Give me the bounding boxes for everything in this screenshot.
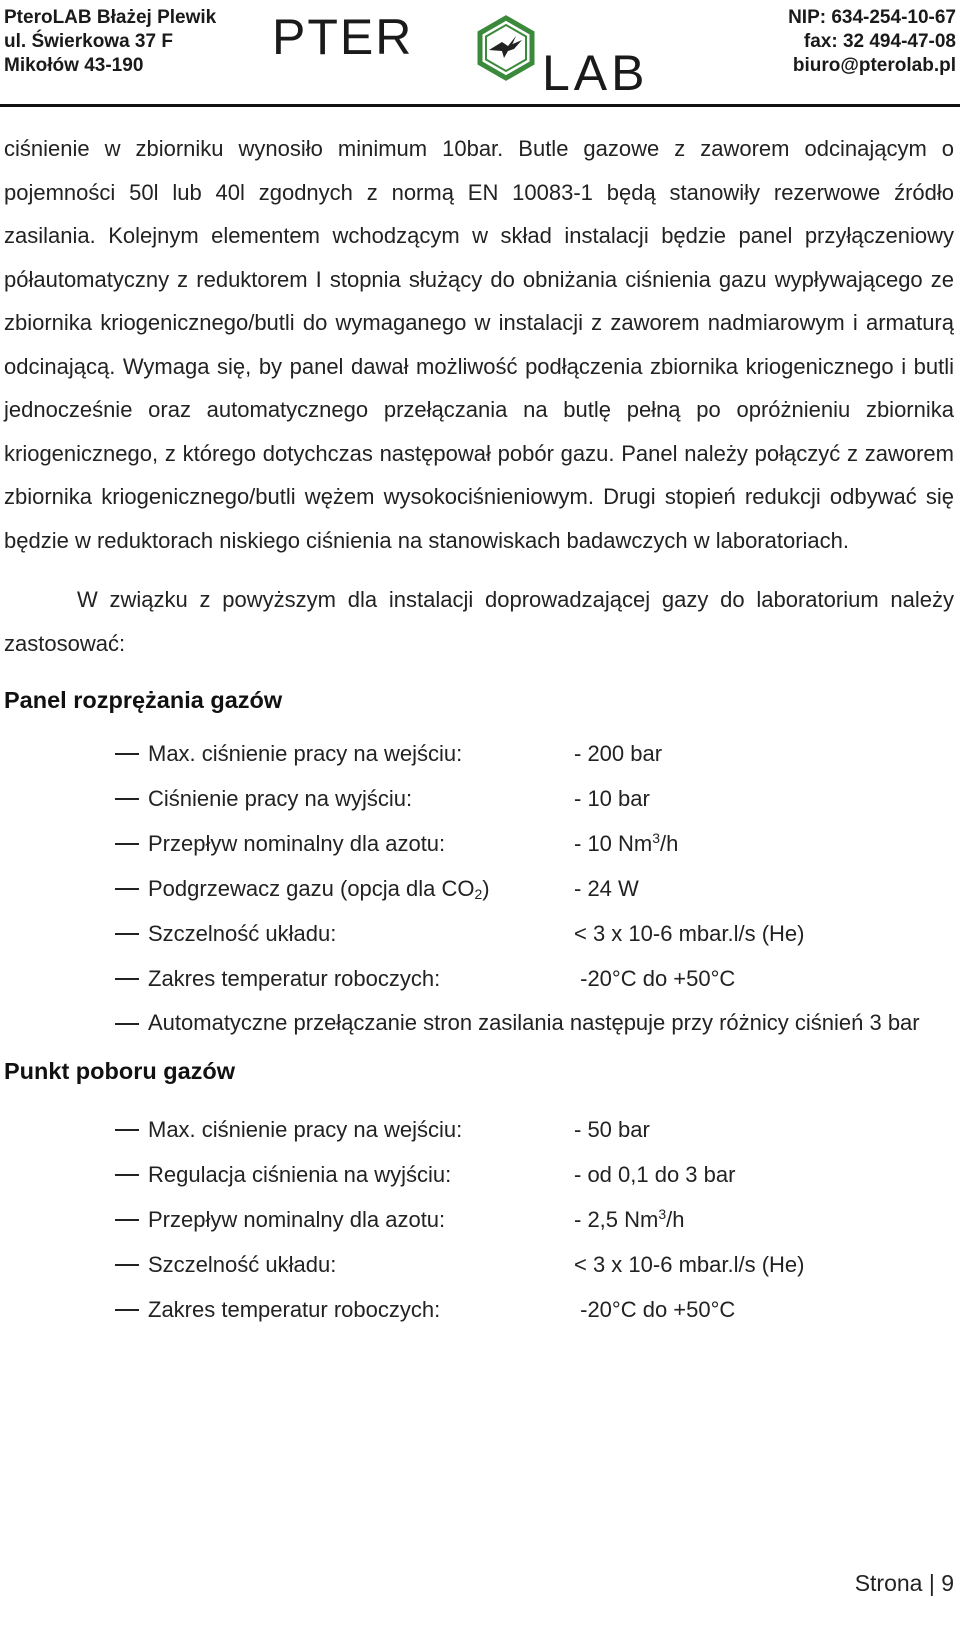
spec-item [4, 731, 954, 776]
spec-item [4, 1107, 954, 1152]
spec-value: - 200 bar [574, 741, 663, 766]
section-title: Panel rozprężania gazów [4, 687, 283, 713]
spec-item [4, 866, 954, 911]
header-divider [0, 104, 960, 107]
company-city: Mikołów 43-190 [4, 55, 144, 76]
spec-label: Max. ciśnienie pracy na wejściu: [148, 741, 463, 766]
spec-value [574, 821, 678, 866]
spec-item [4, 1001, 954, 1044]
spec-value-main: - 2,5 Nm [574, 1207, 659, 1232]
body-paragraph: ciśnienie w zbiorniku wynosiło minimum 10bar. Butle gazowe z zaworem odcinającym o pojemności 50l lub 40l zgodnych z normą EN 10083-1 będą stanowiły rezerwowe źródło zasilania. Kolejnym elementem wchodzącym w skład instalacji będzie panel przyłączeniowy półautomatyczny z reduktorem I stopnia służący do obniżania ciśnienia gazu wypływającego ze zbiornika kriogenicznego/butli do wymaganego w instalacji z zaworem nadmiarowym i armaturą odcinającą. Wymaga się, by panel dawał możliwość podłączenia zbiornika kriogenicznego i butli jednocześnie oraz automatycznego przełączania na butlę pełną po opróżnieniu zbiornika kriogenicznego, z którego dotychczas następował pobór gazu. Panel należy połączyć z zaworem zbiornika kriogenicznego/butli wężem wysokociśnieniowym. Drugi stopień redukcji odbywać się będzie w reduktorach niskiego ciśnienia na stanowiskach badawczych w laboratoriach. [4, 136, 954, 553]
company-address [4, 6, 216, 78]
spec-label-sub: 2 [474, 886, 483, 902]
spec-value: < 3 x 10-6 mbar.l/s (He) [574, 1252, 805, 1277]
spec-label: Przepływ nominalny dla azotu: [148, 1207, 446, 1232]
pterodactyl-hexagon-icon [480, 18, 532, 78]
company-email[interactable]: biuro@pterolab.pl [792, 55, 956, 76]
company-street: ul. Świerkowa 37 F [4, 31, 173, 52]
spec-item [4, 1152, 954, 1197]
body-paragraph: W związku z powyższym dla instalacji doprowadzającej gazy do laboratorium należy zastosować: [4, 587, 954, 656]
spec-list [4, 731, 954, 1044]
document-body [4, 127, 954, 1332]
pterolab-logo [272, 0, 732, 100]
spec-item [4, 911, 954, 956]
spec-value: - 10 bar [574, 786, 650, 811]
company-nip: NIP: 634-254-10-67 [788, 7, 956, 28]
spec-value: -20°C do +50°C [574, 966, 736, 991]
spec-label-main: Podgrzewacz gazu (opcja dla CO [148, 876, 475, 901]
spec-item [4, 1242, 954, 1287]
spec-value: < 3 x 10-6 mbar.l/s (He) [574, 921, 805, 946]
logo-text-left: PTER [272, 9, 414, 65]
spec-label: Szczelność układu: [148, 921, 337, 946]
spec-label [148, 866, 490, 911]
spec-value: - 24 W [574, 876, 639, 901]
spec-value-tail: /h [666, 1207, 685, 1232]
section-title: Punkt poboru gazów [4, 1058, 236, 1084]
spec-label: Automatyczne przełączanie stron zasilania następuje przy różnicy ciśnień 3 bar [148, 1010, 920, 1035]
spec-item [4, 776, 954, 821]
spec-list [4, 1107, 954, 1332]
spec-value: - od 0,1 do 3 bar [574, 1162, 736, 1187]
page-number: Strona | 9 [854, 1570, 954, 1596]
logo-text-right: LAB [542, 45, 649, 100]
spec-label: Regulacja ciśnienia na wyjściu: [148, 1162, 452, 1187]
spec-label: Zakres temperatur roboczych: [148, 1297, 441, 1322]
spec-label: Ciśnienie pracy na wyjściu: [148, 786, 413, 811]
spec-label: Przepływ nominalny dla azotu: [148, 831, 446, 856]
spec-value-tail: /h [660, 831, 679, 856]
spec-item [4, 956, 954, 1001]
company-fax: fax: 32 494-47-08 [803, 31, 956, 52]
spec-value-sup: 3 [658, 1206, 667, 1222]
spec-label: Max. ciśnienie pracy na wejściu: [148, 1117, 463, 1142]
spec-value: - 50 bar [574, 1117, 650, 1142]
spec-item [4, 1287, 954, 1332]
spec-label: Szczelność układu: [148, 1252, 337, 1277]
page-header [0, 0, 960, 104]
company-name: PteroLAB Błażej Plewik [4, 7, 217, 28]
spec-item [4, 1197, 954, 1242]
spec-value: -20°C do +50°C [574, 1297, 736, 1322]
spec-label-tail: ) [482, 876, 490, 901]
spec-value [574, 1197, 685, 1242]
spec-value-main: - 10 Nm [574, 831, 653, 856]
spec-item [4, 821, 954, 866]
spec-value-sup: 3 [652, 830, 661, 846]
company-contact [788, 6, 956, 78]
spec-label: Zakres temperatur roboczych: [148, 966, 441, 991]
